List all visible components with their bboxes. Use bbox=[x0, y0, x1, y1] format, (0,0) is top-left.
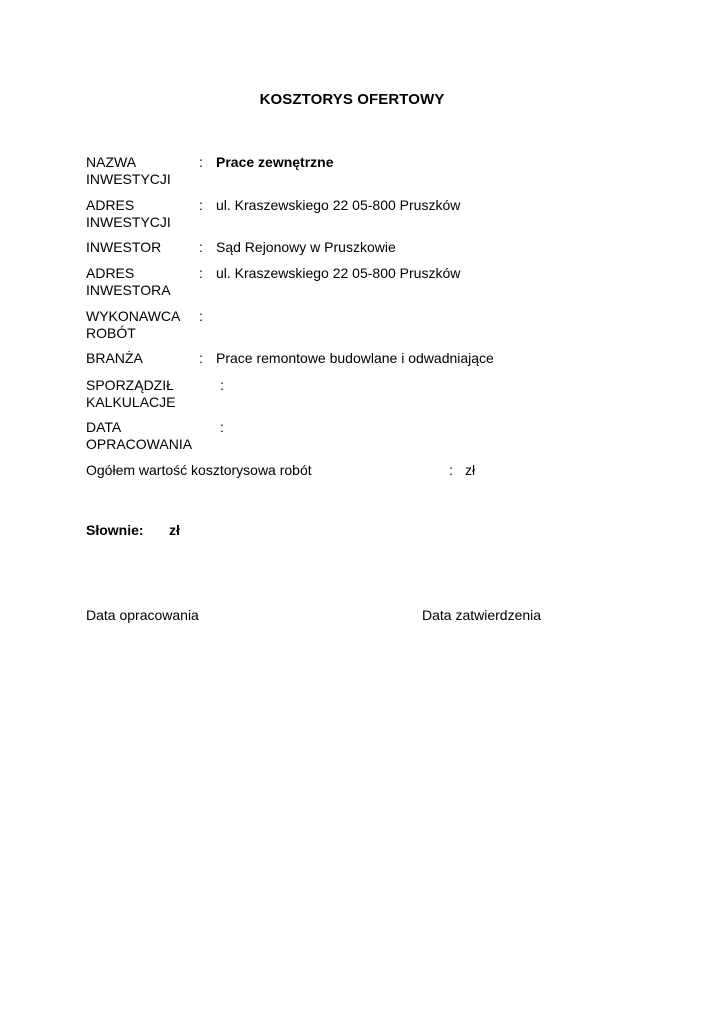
field-label: NAZWA INWESTYCJI bbox=[86, 154, 171, 187]
field-colon: : bbox=[199, 265, 203, 281]
field-label: SPORZĄDZIŁ KALKULACJE bbox=[86, 377, 176, 410]
field-value: Prace zewnętrzne bbox=[216, 154, 334, 170]
field-label: DATA OPRACOWANIA bbox=[86, 419, 193, 452]
total-value-currency: zł bbox=[465, 462, 476, 478]
document-title: KOSZTORYS OFERTOWY bbox=[259, 91, 445, 108]
field-colon: : bbox=[199, 239, 203, 255]
field-label: ADRES INWESTYCJI bbox=[86, 197, 171, 230]
field-value: Prace remontowe budowlane i odwadniające bbox=[216, 350, 494, 366]
field-colon: : bbox=[199, 350, 203, 366]
total-value-label: Ogółem wartość kosztorysowa robót bbox=[86, 462, 312, 478]
field-colon: : bbox=[199, 154, 203, 170]
field-value: ul. Kraszewskiego 22 05-800 Pruszków bbox=[216, 265, 461, 281]
field-label: ADRES INWESTORA bbox=[86, 265, 171, 298]
field-label: BRANŻA bbox=[86, 350, 143, 366]
field-colon: : bbox=[199, 308, 203, 324]
field-colon: : bbox=[199, 197, 203, 213]
field-label: INWESTOR bbox=[86, 239, 162, 255]
total-value-colon: : bbox=[449, 462, 453, 478]
field-colon: : bbox=[220, 419, 224, 435]
in-words-currency: zł bbox=[169, 522, 180, 538]
field-value: ul. Kraszewskiego 22 05-800 Pruszków bbox=[216, 197, 461, 213]
field-colon: : bbox=[220, 377, 224, 393]
field-label: WYKONAWCA ROBÓT bbox=[86, 308, 181, 341]
in-words-label: Słownie: bbox=[86, 522, 144, 538]
preparation-date-caption: Data opracowania bbox=[86, 607, 199, 623]
field-value: Sąd Rejonowy w Pruszkowie bbox=[216, 239, 396, 255]
approval-date-caption: Data zatwierdzenia bbox=[422, 607, 542, 623]
